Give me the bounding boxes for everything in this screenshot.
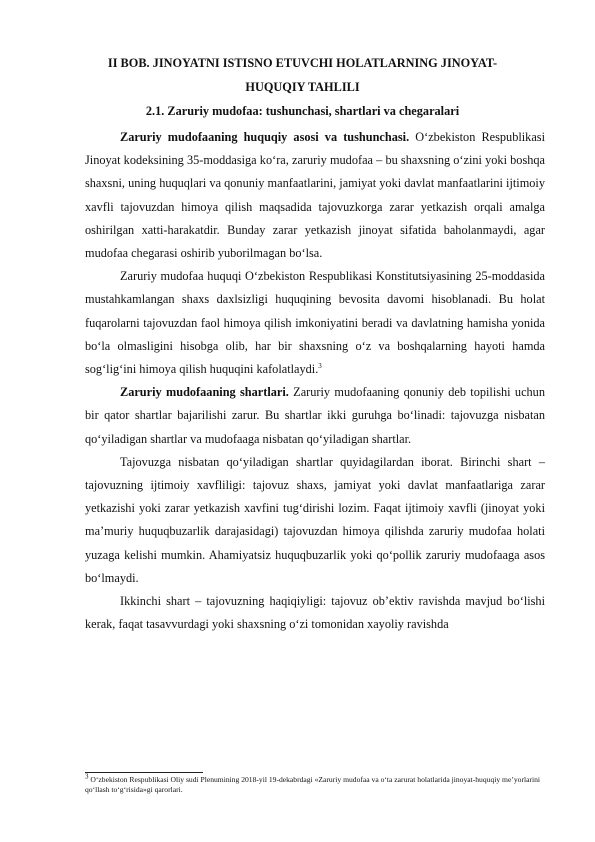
paragraph-text: O‘zbekiston Respublikasi Jinoyat kodeksining 35-moddasiga ko‘ra, zaruriy mudofaa – bu shaxsning o‘zini yoki boshqa shaxsni, uning huquqlari va qonuniy manfaatlarini, jamiyat yoki davlat manfaatlarini ijtimoiy xavfli tajovuzdan himoya qilish maqsadida tajovuzkorga zarar yetkazish orqali amalga oshirilgan xatti-harakatdir. Bunday zarar yetkazish jinoyat sifatida baholanmaydi, agar mudofaa chegarasi oshirib yuborilmagan bo‘lsa. bbox=[85, 130, 545, 261]
paragraph-lead-legal-basis: Zaruriy mudofaaning huquqiy asosi va tushunchasi. bbox=[120, 130, 410, 144]
footnote bbox=[85, 772, 545, 795]
paragraph-text: Ikkinchi shart – tajovuzning haqiqiyligi: tajovuz ob’ektiv ravishda mavjud bo‘lishi kerak, faqat tasavvurdagi yoki shaxsning o‘zi tomonidan xayoliy ravishda bbox=[85, 594, 545, 632]
paragraph-text: Tajovuzga nisbatan qo‘yiladigan shartlar quyidagilardan iborat. Birinchi shart – tajovuzning ijtimoiy xavfliligi: tajovuz shaxs, jamiyat yoki davlat manfaatlariga zarar yetkazishi yoki zarar yetkazish xavfini tug‘dirishi lozim. Faqat ijtimoiy xavfli (jinoyat yoki ma’muriy huquqbuzarlik darajasidagi) tajovuzdan himoya qilishda zaruriy mudofaa holati yuzaga kelishi mumkin. Ahamiyatsiz huquqbuzarlik yoki qo‘pollik zaruriy mudofaaga asos bo‘lmaydi. bbox=[85, 454, 545, 585]
footnote-marker: 3 bbox=[85, 772, 89, 781]
paragraph-legal-basis bbox=[85, 126, 545, 265]
body-text bbox=[85, 126, 545, 636]
footnote-text: O‘zbekiston Respublikasi Oliy sudi Plenumining 2018-yil 19-dekabrdagi «Zaruriy mudofaa va o‘ta zarurat holatlarida jinoyat-huquqiy me’yorlarini qo‘llash to‘g‘risida»gi qarorlari. bbox=[85, 775, 541, 794]
footnote-reference[interactable]: 3 bbox=[318, 361, 322, 370]
paragraph-text: Zaruriy mudofaaning qonuniy deb topilishi uchun bir qator shartlar bajarilishi zarur. Bu shartlar ikki guruhga bo‘linadi: tajovuzga nisbatan qo‘yiladigan shartlar va mudofaaga nisbatan qo‘yiladigan shartlar. bbox=[85, 385, 545, 446]
paragraph-conditions bbox=[85, 381, 545, 451]
chapter-title-line-1: II BOB. JINOYATNI ISTISNO ETUVCHI HOLATLARNING JINOYAT- bbox=[107, 56, 498, 70]
paragraph-constitution bbox=[85, 265, 545, 381]
paragraph-second-condition bbox=[85, 590, 545, 636]
paragraph-first-condition bbox=[85, 451, 545, 590]
chapter-title-line-2: HUQUQIY TAHLILI bbox=[245, 80, 360, 94]
paragraph-lead-conditions: Zaruriy mudofaaning shartlari. bbox=[120, 385, 289, 400]
paragraph-text: Zaruriy mudofaa huquqi O‘zbekiston Respublikasi Konstitutsiyasining 25-moddasida mustahkamlangan shaxs daxlsizligi huquqining bevosita davomi hisoblanadi. Bu holat fuqarolarni tajovuzdan faol himoya qilish imkoniyatini beradi va davlatning hamisha yonida bo‘la olmasligini hisobga olib, har bir shaxsning o‘z va boshqalarning hayoti hamda sog‘lig‘ini himoya qilish huquqini kafolatlaydi. bbox=[85, 269, 545, 377]
section-title: 2.1. Zaruriy mudofaa: tushunchasi, shartlari va chegaralari bbox=[145, 104, 460, 118]
footnote-divider bbox=[85, 772, 203, 773]
